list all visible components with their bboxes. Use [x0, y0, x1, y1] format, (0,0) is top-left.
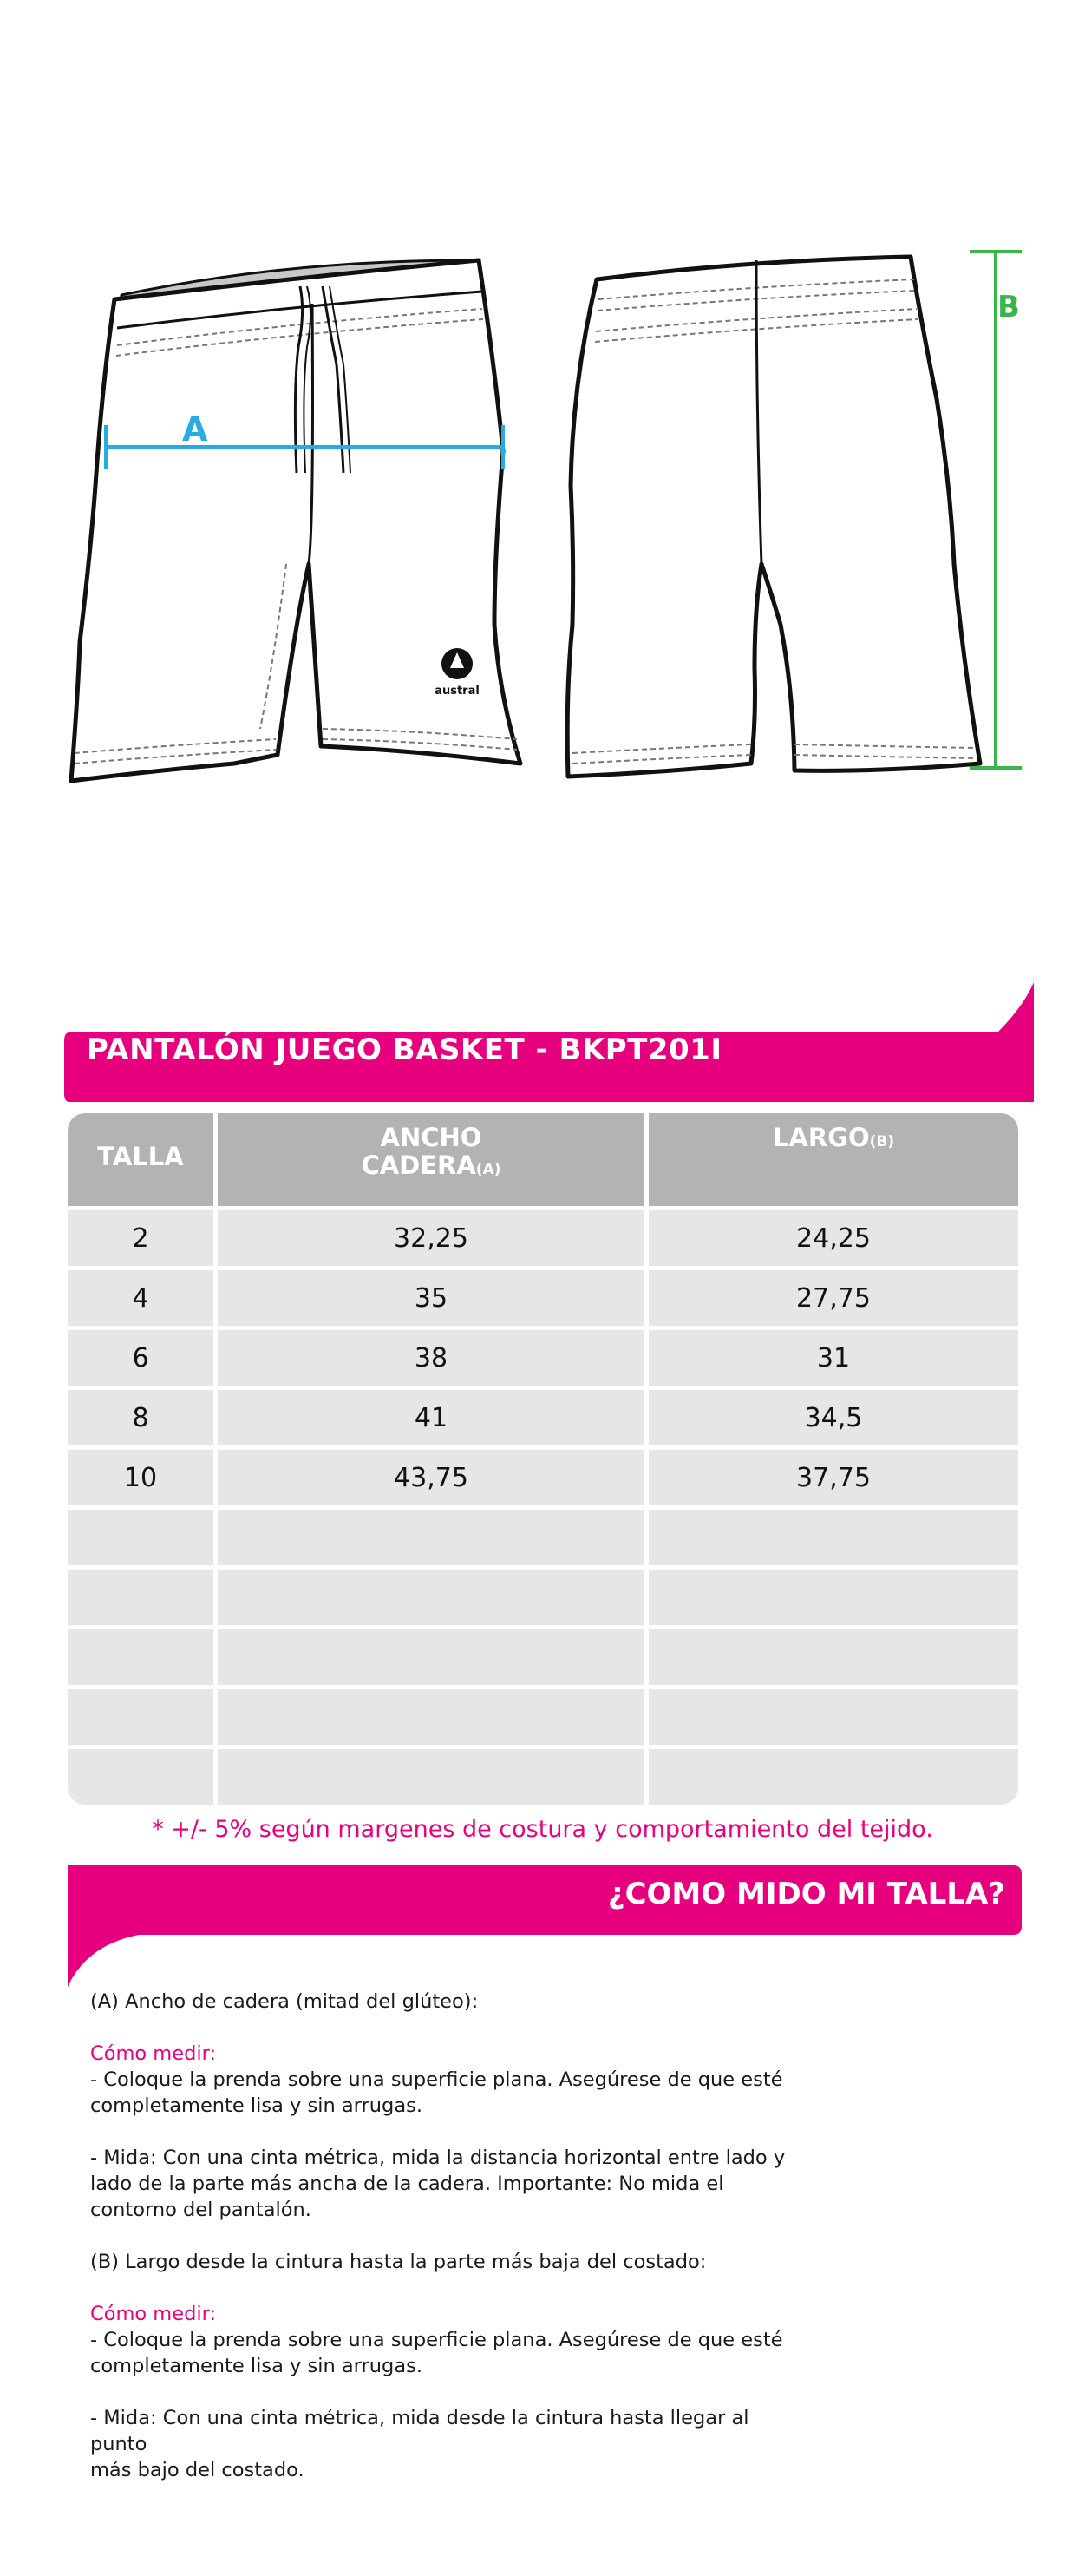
cell-largo: [649, 1745, 1018, 1805]
instruction-a-title: (A) Ancho de cadera (mitad del glúteo):: [90, 1990, 479, 2013]
table-row: [68, 1685, 1018, 1745]
cell-ancho: 41: [218, 1386, 649, 1445]
table-body: [68, 1206, 1018, 1805]
table-row: [68, 1505, 1018, 1565]
cell-largo: 34,5: [649, 1386, 1018, 1445]
table-row: [68, 1625, 1018, 1685]
shorts-diagram: [0, 0, 1085, 954]
logo-text: austral: [435, 685, 480, 698]
instruction-a-step2: - Mida: Con una cinta métrica, mida la distancia horizontal entre lado y lado de la parte más ancha de la cadera. Importante: No mida el contorno del pantalón.: [90, 2147, 786, 2221]
cell-talla: [68, 1745, 218, 1805]
cell-talla: [68, 1685, 218, 1745]
cell-ancho: 32,25: [218, 1206, 649, 1266]
instruction-a-block: Cómo medir: - Coloque la prenda sobre una superficie plana. Asegúrese de que esté completamente lisa y sin arrugas.: [90, 2042, 783, 2117]
cell-largo: 31: [649, 1326, 1018, 1386]
cell-ancho: 35: [218, 1266, 649, 1326]
table-row: [68, 1565, 1018, 1625]
cell-ancho: [218, 1505, 649, 1565]
cell-largo: [649, 1625, 1018, 1685]
header-talla: TALLA: [68, 1113, 218, 1206]
label-b: B: [997, 290, 1020, 324]
header-ancho-cadera: ANCHO CADERA(A): [218, 1113, 649, 1206]
instruction-b-block: Cómo medir: - Coloque la prenda sobre una superficie plana. Asegúrese de que esté completamente lisa y sin arrugas.: [90, 2303, 783, 2377]
cell-talla: [68, 1625, 218, 1685]
cell-largo: 24,25: [649, 1206, 1018, 1266]
cell-talla: 10: [68, 1445, 218, 1505]
cell-ancho: [218, 1745, 649, 1805]
cell-ancho: [218, 1685, 649, 1745]
cell-largo: 27,75: [649, 1266, 1018, 1326]
header-largo: LARGO(B): [649, 1113, 1018, 1206]
instruction-b-title: (B) Largo desde la cintura hasta la parte más baja del costado:: [90, 2251, 707, 2273]
measure-b-line: [970, 252, 1022, 768]
size-table: [68, 1113, 1018, 1805]
page-title: PANTALÓN JUEGO BASKET - BKPT201I: [87, 1032, 722, 1067]
table-row: [68, 1266, 1018, 1326]
table-row: [68, 1386, 1018, 1445]
cell-talla: 2: [68, 1206, 218, 1266]
cell-ancho: 38: [218, 1326, 649, 1386]
cell-talla: 8: [68, 1386, 218, 1445]
cell-talla: 4: [68, 1266, 218, 1326]
cell-ancho: [218, 1565, 649, 1625]
label-a: A: [182, 410, 208, 449]
cell-largo: 37,75: [649, 1445, 1018, 1505]
table-header-row: [68, 1113, 1018, 1206]
how-to-measure-title: ¿COMO MIDO MI TALLA?: [607, 1877, 1005, 1911]
back-shorts-drawing: [567, 257, 980, 777]
table-row: [68, 1326, 1018, 1386]
table-row: [68, 1745, 1018, 1805]
cell-largo: [649, 1565, 1018, 1625]
instruction-b-step2: - Mida: Con una cinta métrica, mida desde la cintura hasta llegar al punto más bajo del costado.: [90, 2407, 749, 2481]
cell-largo: [649, 1685, 1018, 1745]
table-row: [68, 1445, 1018, 1505]
cell-ancho: 43,75: [218, 1445, 649, 1505]
cell-largo: [649, 1505, 1018, 1565]
cell-ancho: [218, 1625, 649, 1685]
cell-talla: [68, 1565, 218, 1625]
tolerance-note: * +/- 5% según margenes de costura y comportamiento del tejido.: [152, 1816, 933, 1843]
front-shorts-drawing: [71, 260, 520, 781]
cell-talla: [68, 1505, 218, 1565]
instructions: [90, 1989, 801, 2509]
cell-talla: 6: [68, 1326, 218, 1386]
table-row: [68, 1206, 1018, 1266]
